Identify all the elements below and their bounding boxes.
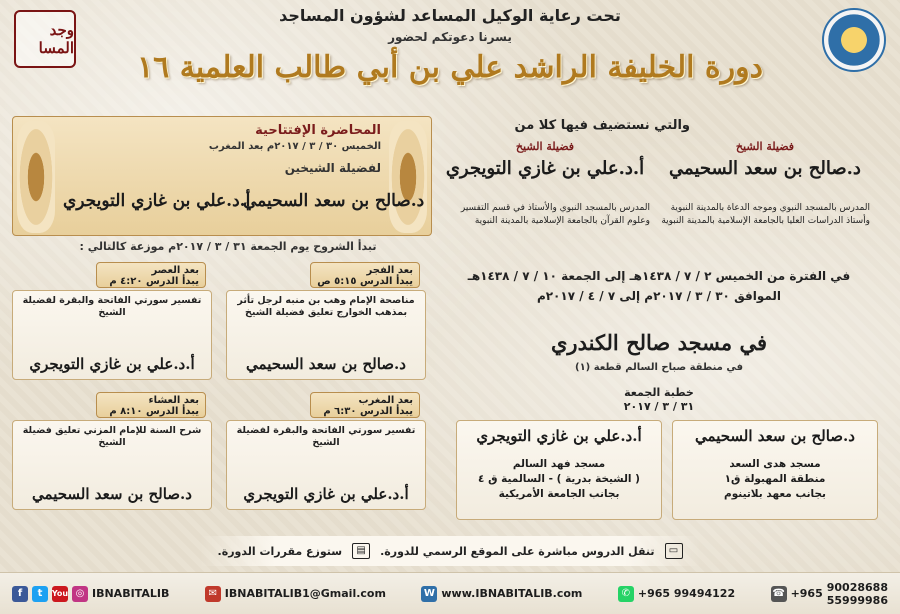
schedule-label: تبدأ الشروح يوم الجمعة ٣١ / ٣ / ٢٠١٧م موزعة كالتالي : (79, 240, 377, 253)
lesson-card-asr (12, 262, 212, 380)
youtube-icon[interactable]: You (52, 586, 68, 602)
lesson-body (12, 420, 212, 510)
phone-numbers (827, 581, 888, 607)
whatsapp-number[interactable]: +965 99494122 (637, 587, 736, 600)
opening-lecture-card (12, 116, 432, 236)
lesson-start: يبدأ الدرس ٨:١٠ م (109, 406, 199, 417)
lesson-body (226, 420, 426, 510)
organization-logo-left (14, 10, 76, 68)
email-address[interactable]: IBNABITALIB1@Gmail.com (224, 587, 386, 600)
sermon-mosque: مسجد فهد السالم (512, 458, 606, 470)
lesson-card-isha (12, 392, 212, 510)
lesson-topic: تفسير سورتي الفاتحة والبقرة لفضيلة الشيخ (22, 295, 202, 318)
tv-icon: ▭ (665, 543, 683, 559)
lesson-start: يبدأ الدرس ٤:٢٠ م (109, 276, 199, 287)
lesson-time (96, 262, 206, 288)
instagram-icon[interactable]: ◎ (72, 586, 88, 602)
sermon-landmark: بجانب معهد بلاتينوم (724, 488, 826, 500)
lesson-card-fajr (226, 262, 426, 380)
sermon-landmark: بجانب الجامعة الأمريكية (498, 488, 620, 500)
email-icon[interactable]: ✉ (205, 586, 221, 602)
host-description: المدرس بالمسجد النبوي والأستاذ في قسم التفسير وعلوم القرآن بالجامعة الإسلامية بالمدينة النبوية (460, 203, 650, 226)
host-description: المدرس بالمسجد النبوي وموجه الدعاة بالمدينة النبوية وأستاذ الدراسات العليا بالجامعة الإسلامية بالمدينة النبوية (661, 203, 870, 226)
twitter-icon[interactable]: t (32, 586, 48, 602)
lesson-time (310, 262, 420, 288)
scroll-ornament-right (389, 121, 427, 233)
phone-icon[interactable]: ☎ (771, 586, 787, 602)
lesson-card-maghrib (226, 392, 426, 510)
scroll-ornament-left (17, 121, 55, 233)
lesson-body (12, 290, 212, 380)
lesson-start: يبدأ الدرس ٥:١٥ ص (317, 276, 413, 287)
host-honorific: فضيلة الشيخ (515, 140, 575, 153)
patronage-line: تحت رعاية الوكيل المساعد لشؤون المساجد (279, 6, 621, 25)
mosque-name: في مسجد صالح الكندري (551, 330, 767, 355)
logo-text: وجد المسا (38, 21, 74, 57)
materials-notice: ستوزع مقررات الدورة. (217, 544, 343, 558)
lesson-sheikh: د.صالح بن سعد السحيمي (32, 485, 192, 503)
opening-honorific: لفضيلة الشيخين (284, 161, 381, 175)
opening-sheikh-1: د.صالح بن سعد السحيمي (243, 191, 425, 211)
lesson-topic: شرح السنة للإمام المزني تعليق فضيلة الشيخ (22, 425, 202, 448)
opening-title: المحاضرة الإفتتاحية (255, 123, 381, 138)
phone-number-1[interactable]: 90028688 (826, 580, 888, 594)
lesson-time-label: بعد الفجر (366, 265, 413, 276)
lesson-time (96, 392, 206, 418)
website-url[interactable]: www.IBNABITALIB.com (441, 587, 583, 600)
sermon-card-1 (672, 420, 878, 520)
sermon-location (457, 457, 661, 502)
host-card-2 (440, 140, 650, 236)
invite-line: يسرنا دعوتكم لحضور (388, 30, 512, 44)
lesson-sheikh: أ.د.علي بن غازي التويجري (243, 485, 409, 503)
phone-group (771, 581, 888, 607)
website-group (421, 586, 582, 602)
phone-prefix: +965 (790, 587, 823, 600)
host-card-1 (660, 140, 870, 236)
sermon-date: ٣١ / ٣ / ٢٠١٧ (623, 400, 695, 413)
course-title: دورة الخليفة الراشد علي بن أبي طالب العلمية ١٦ (137, 50, 763, 85)
mosque-area: في منطقة صباح السالم قطعة (١) (574, 362, 744, 373)
host-name: د.صالح بن سعد السحيمي (669, 158, 861, 179)
lesson-topic: تفسير سورتي الفاتحة والبقرة لفضيلة الشيخ (236, 425, 416, 448)
sermon-location (673, 457, 877, 502)
whatsapp-icon[interactable]: ✆ (618, 586, 634, 602)
lesson-start: يبدأ الدرس ٦:٣٠ م (323, 406, 413, 417)
hosts-label: والتي نستضيف فيها كلا من (514, 118, 690, 133)
lesson-time (310, 392, 420, 418)
sermon-title: خطبة الجمعة (624, 386, 694, 399)
sermon-sheikh: د.صالح بن سعد السحيمي (695, 427, 855, 445)
host-honorific: فضيلة الشيخ (735, 140, 795, 153)
lesson-time-label: بعد العصر (151, 265, 199, 276)
social-handle[interactable]: IBNABITALIB (92, 587, 170, 600)
period-hijri: في الفترة من الخميس ٢ / ٧ / ١٤٣٨هـ إلى الجمعة ١٠ / ٧ / ١٤٣٨هـ (467, 269, 851, 283)
ministry-emblem-logo (822, 8, 886, 72)
email-group (205, 586, 386, 602)
sermon-mosque: مسجد هدى السعد (729, 458, 821, 470)
notice-banner (200, 536, 700, 566)
lesson-topic: مناصحة الإمام وهب بن منبه لرجل تأثر بمذهب الخوارج تعليق فضيلة الشيخ (237, 295, 415, 318)
phone-number-2[interactable]: 55999986 (826, 593, 888, 607)
live-stream-notice: تنقل الدروس مباشرة على الموقع الرسمي للدورة. (380, 544, 655, 558)
lesson-time-label: بعد العشاء (148, 395, 199, 406)
opening-sheikh-2: أ.د.علي بن غازي التويجري (63, 191, 251, 211)
lesson-time-label: بعد المغرب (358, 395, 413, 406)
whatsapp-group (618, 586, 735, 602)
sermon-card-2 (456, 420, 662, 520)
sermon-sheikh: أ.د.علي بن غازي التويجري (476, 427, 642, 445)
lesson-sheikh: د.صالح بن سعد السحيمي (246, 355, 406, 373)
friday-sermon-label (440, 386, 878, 414)
web-icon[interactable]: W (421, 586, 437, 602)
opening-date: الخميس ٣٠ / ٣ / ٢٠١٧م بعد المغرب (208, 141, 381, 152)
period-gregorian: الموافق ٣٠ / ٣ / ٢٠١٧م إلى ٧ / ٤ / ٢٠١٧م (536, 289, 782, 303)
contact-footer (0, 572, 900, 614)
lesson-body (226, 290, 426, 380)
social-group (12, 586, 169, 602)
sermon-area: منطقة المهبولة ق١ (724, 473, 826, 485)
host-name: أ.د.علي بن غازي التويجري (445, 158, 645, 179)
facebook-icon[interactable]: f (12, 586, 28, 602)
lesson-sheikh: أ.د.علي بن غازي التويجري (29, 355, 195, 373)
course-period (440, 266, 878, 306)
book-icon: ▤ (352, 543, 370, 559)
sermon-area: ( الشيخة بدرية ) - السالمية ق ٤ (478, 473, 640, 485)
